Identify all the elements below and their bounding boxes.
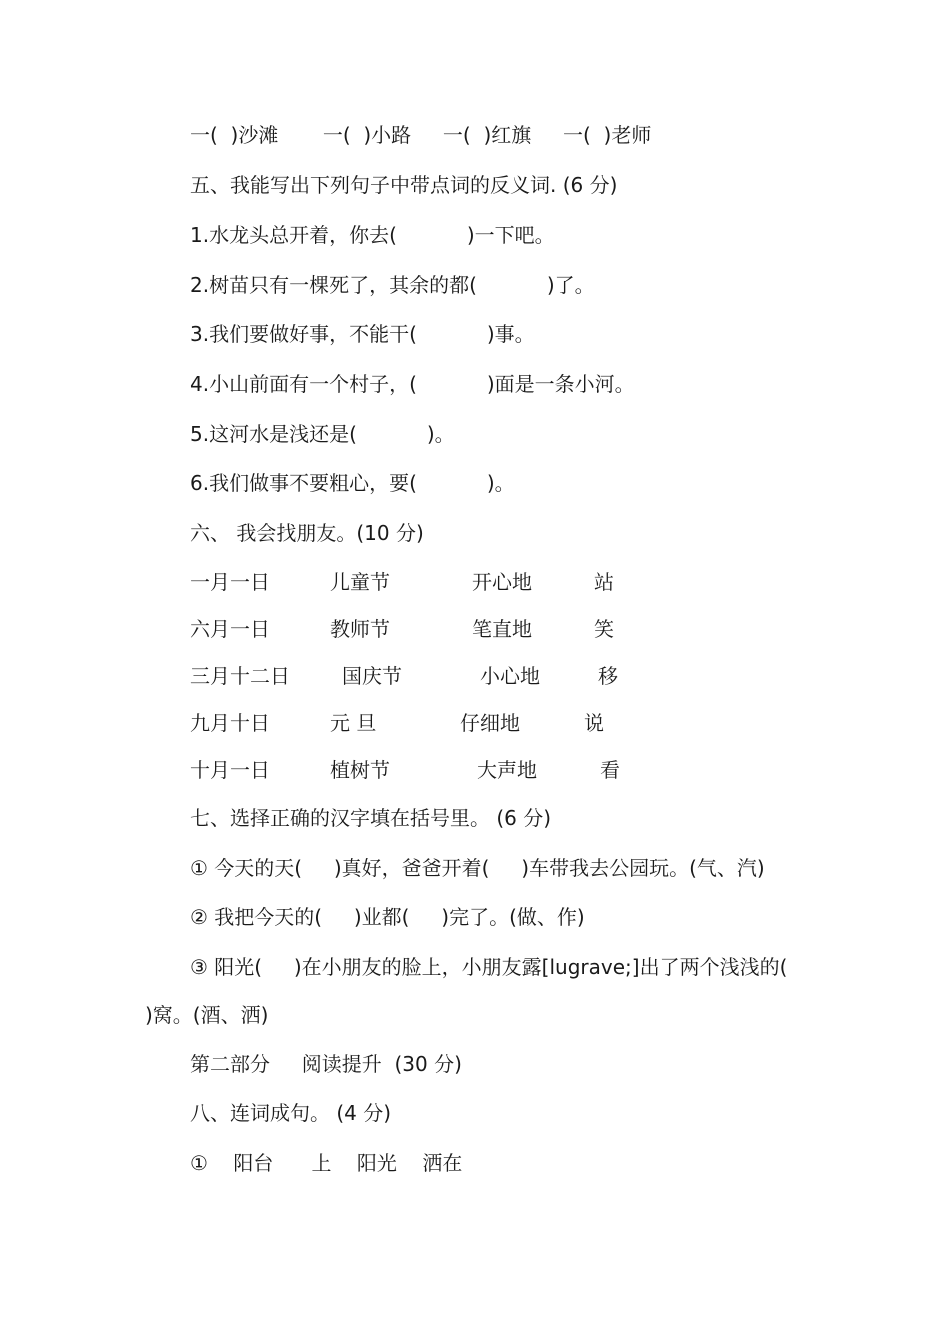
section-5-heading: 五、我能写出下列句子中带点词的反义词. (6 分) — [190, 173, 618, 197]
section-8-heading: 八、连词成句。 (4 分) — [190, 1101, 392, 1125]
match-adverb: 仔细地 — [460, 711, 520, 735]
measure-words-row: 一( )沙滩 一( )小路 一( )红旗 一( )老师 — [190, 123, 652, 147]
match-festival: 国庆节 — [342, 664, 402, 688]
antonym-item-2: 2.树苗只有一棵死了，其余的都( )了。 — [190, 273, 595, 297]
character-item-3-continued: )窝。(酒、洒) — [145, 1003, 269, 1027]
character-item-1: ① 今天的天( )真好，爸爸开着( )车带我去公园玩。(气、汽) — [190, 856, 765, 880]
antonym-item-6: 6.我们做事不要粗心，要( )。 — [190, 471, 515, 495]
character-item-2: ② 我把今天的( )业都( )完了。(做、作) — [190, 905, 585, 929]
match-verb: 笑 — [594, 617, 614, 641]
match-adverb: 笔直地 — [472, 617, 532, 641]
match-festival: 儿童节 — [330, 570, 390, 594]
part-2-heading: 第二部分 阅读提升 (30 分) — [190, 1052, 462, 1076]
match-date: 一月一日 — [190, 570, 270, 594]
match-adverb: 开心地 — [472, 570, 532, 594]
match-festival: 元 旦 — [330, 711, 377, 735]
match-festival: 植树节 — [330, 758, 390, 782]
section-6-heading: 六、 我会找朋友。(10 分) — [190, 521, 424, 545]
match-adverb: 大声地 — [477, 758, 537, 782]
antonym-item-4: 4.小山前面有一个村子，( )面是一条小河。 — [190, 372, 635, 396]
match-date: 十月一日 — [190, 758, 270, 782]
match-verb: 说 — [584, 711, 604, 735]
match-date: 九月十日 — [190, 711, 270, 735]
antonym-item-5: 5.这河水是浅还是( )。 — [190, 422, 455, 446]
character-item-3: ③ 阳光( )在小朋友的脸上，小朋友露[lugrave;]出了两个浅浅的( — [190, 955, 788, 979]
antonym-item-3: 3.我们要做好事，不能干( )事。 — [190, 322, 535, 346]
match-date: 六月一日 — [190, 617, 270, 641]
antonym-item-1: 1.水龙头总开着，你去( )一下吧。 — [190, 223, 555, 247]
match-date: 三月十二日 — [190, 664, 290, 688]
sentence-building-item-1: ① 阳台 上 阳光 洒在 — [190, 1151, 463, 1175]
match-verb: 看 — [600, 758, 620, 782]
match-adverb: 小心地 — [480, 664, 540, 688]
section-7-heading: 七、选择正确的汉字填在括号里。 (6 分) — [190, 806, 552, 830]
match-verb: 站 — [594, 570, 614, 594]
match-festival: 教师节 — [330, 617, 390, 641]
match-verb: 移 — [598, 664, 618, 688]
